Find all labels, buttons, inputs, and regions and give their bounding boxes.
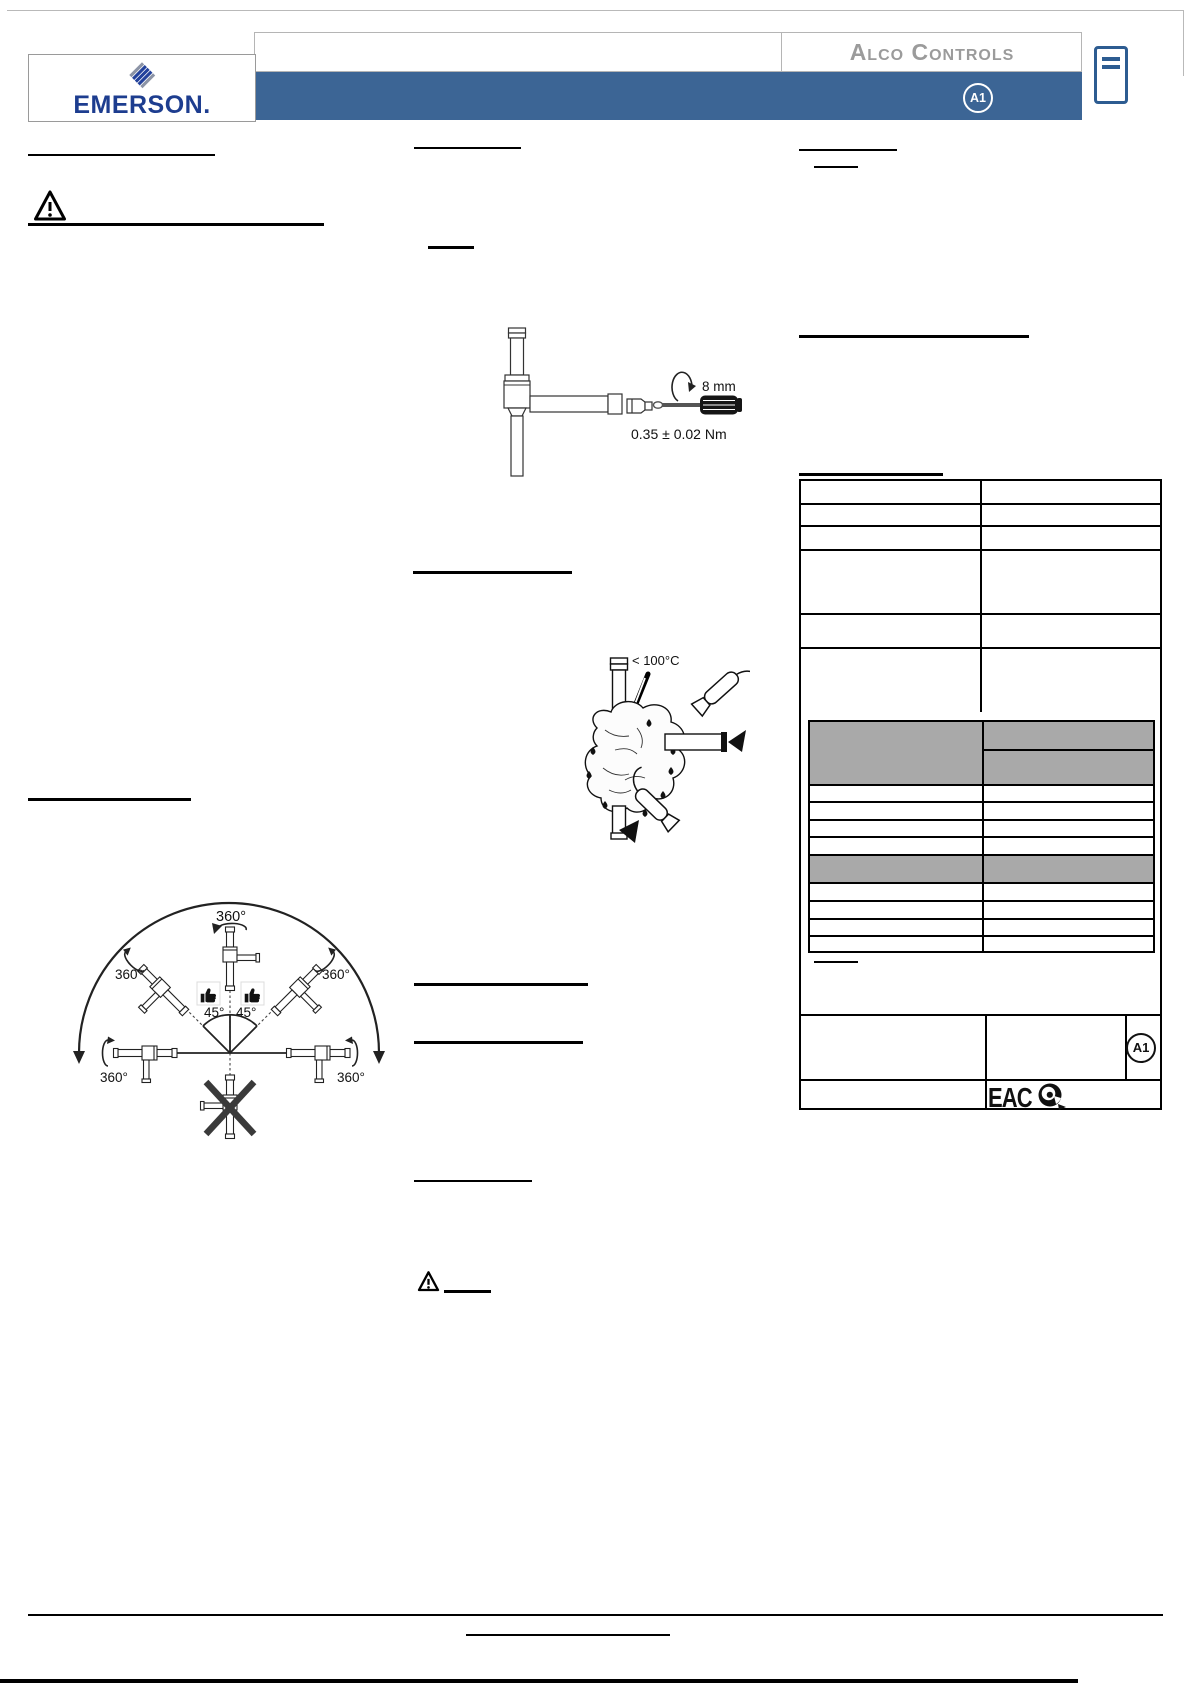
flame	[728, 730, 746, 752]
left-warning-rule	[28, 223, 324, 226]
hex-size-label: 8 mm	[702, 379, 736, 394]
header-strip	[254, 32, 1082, 72]
header-blue-bar	[254, 72, 1082, 120]
arc-arrowhead-right	[373, 1051, 385, 1064]
rotation-label: 360°	[322, 967, 350, 982]
certificate-col-divider-1	[985, 1014, 987, 1108]
torque-adjustment-diagram	[450, 295, 742, 483]
torch-icon	[692, 658, 750, 724]
right-subnote-rule-1	[814, 166, 858, 168]
rotation-label: 360°	[337, 1070, 365, 1085]
certificate-row-split-line	[801, 1079, 1160, 1081]
footer-top-rule	[28, 1614, 1163, 1616]
rotation-label: 360°	[115, 967, 143, 982]
a1-header-badge: A1	[963, 83, 993, 113]
table-note-rule	[814, 961, 858, 963]
brazing-protection-diagram	[545, 600, 750, 845]
valve-nut	[627, 399, 652, 413]
mid-note-rule-2	[444, 1290, 491, 1293]
right-heading-rule-2	[799, 335, 1029, 338]
arc-arrowhead-left	[73, 1051, 85, 1064]
alco-controls-logo-text: Alco Controls	[849, 39, 1015, 65]
mid-heading-rule-1	[414, 147, 521, 149]
header-top-hairline	[7, 10, 1184, 11]
a1-certificate-badge: A1	[1126, 1033, 1156, 1063]
mounting-orientation-diagram	[60, 830, 390, 1150]
ukraine-conformity-icon	[1039, 1084, 1067, 1111]
left-heading-rule	[28, 154, 215, 156]
document-icon	[1094, 46, 1128, 104]
torque-value-label: 0.35 ± 0.02 Nm	[631, 426, 727, 442]
emerson-diamond-icon	[127, 57, 157, 93]
right-heading-rule-1	[799, 149, 897, 151]
footer-link-rule	[466, 1634, 670, 1636]
ratings-table	[808, 720, 1155, 953]
certificate-row-top-line	[801, 1014, 1160, 1016]
emerson-brand-text: EMERSON.	[73, 91, 211, 119]
footer-bottom-rule	[0, 1679, 1078, 1683]
tech-data-heading-rule	[799, 473, 943, 476]
warning-triangle-icon	[33, 189, 67, 223]
brazing-heading-rule	[413, 571, 572, 574]
mid-heading-rule-3	[414, 1041, 583, 1044]
ratings-header-left-cell	[810, 722, 982, 784]
angle-label: 45°	[204, 1005, 225, 1020]
mid-heading-rule-4	[414, 1180, 532, 1182]
eac-mark-text: EAC	[988, 1082, 1032, 1111]
rotation-label: 360°	[216, 909, 246, 925]
header-right-hairline	[1183, 10, 1184, 76]
rotation-label: 360°	[100, 1070, 128, 1085]
ratings-column-divider	[982, 722, 984, 951]
valve-top	[223, 927, 260, 991]
eac-conformity-mark	[988, 1080, 1068, 1111]
document-icon-line	[1102, 57, 1120, 61]
angle-label: 45°	[236, 1005, 257, 1020]
table-column-divider	[980, 481, 982, 712]
temperature-limit-label: < 100°C	[632, 653, 680, 668]
document-icon-line	[1102, 65, 1120, 69]
mounting-heading-rule	[28, 798, 191, 801]
mid-heading-rule-2	[414, 983, 588, 986]
warning-triangle-small-icon	[417, 1271, 440, 1292]
technical-data-table	[799, 479, 1162, 1110]
screwdriver-icon	[654, 396, 743, 415]
emerson-logo-box	[28, 54, 256, 122]
ratings-header-split-line	[982, 749, 1153, 751]
mid-note-rule-1	[428, 246, 474, 249]
ratings-header-right-cell	[982, 722, 1153, 784]
